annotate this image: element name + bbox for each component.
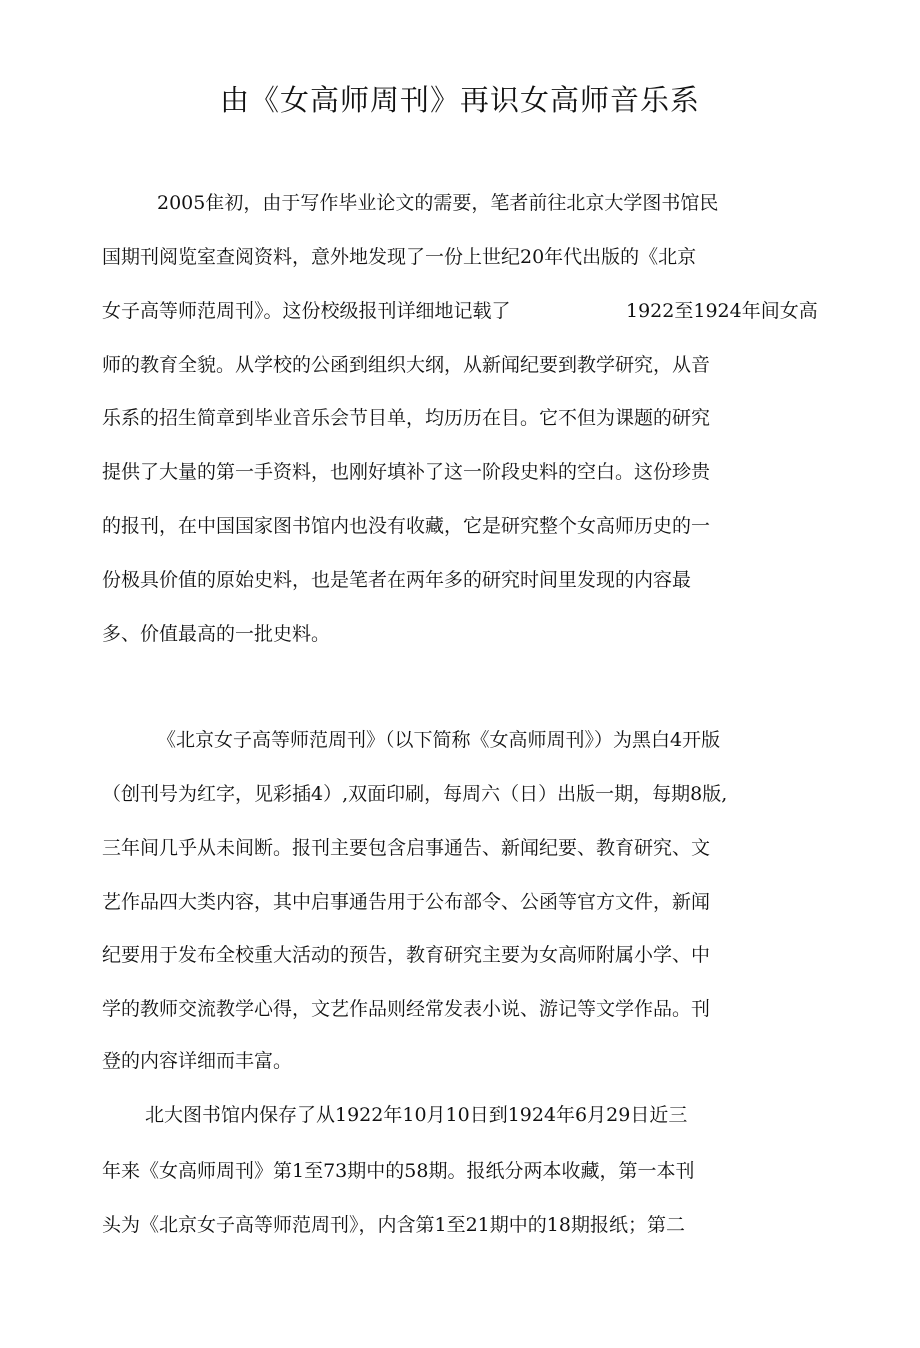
paragraph1-line-7: 的报刊，在中国国家图书馆内也没有收藏，它是研究整个女高师历史的一 xyxy=(102,515,711,537)
paragraph1-line-8: 份极具价值的原始史料，也是笔者在两年多的研究时间里发现的内容最 xyxy=(102,569,692,591)
paragraph1-line-6: 提供了大量的第一手资料，也刚好填补了这一阶段史料的空白。这份珍贵 xyxy=(102,461,711,483)
paragraph3-line-2: 年来《女高师周刊》第1至73期中的58期。报纸分两本收藏，第一本刊 xyxy=(102,1160,695,1182)
document-title: 由《女高师周刊》再识女高师音乐系 xyxy=(219,83,700,117)
paragraph2-line-5: 纪要用于发布全校重大活动的预告，教育研究主要为女高师附属小学、中 xyxy=(102,944,711,966)
paragraph1-line-9: 多、价值最高的一批史料。 xyxy=(102,623,331,645)
paragraph1-line-1: 2005隹初，由于写作毕业论文的需要，笔者前往北京大学图书馆民 xyxy=(157,192,719,214)
paragraph1-line-4: 师的教育全貌。从学校的公函到组织大纲，从新闻纪要到教学研究，从音 xyxy=(102,354,711,376)
paragraph3-line-1: 北大图书馆内保存了从1922年10月10日到1924年6月29日近三 xyxy=(145,1104,688,1126)
paragraph1-line-2: 国期刊阅览室查阅资料，意外地发现了一份上世纪20年代出版的《北京 xyxy=(102,246,697,268)
paragraph1-line-3a: 女子高等师范周刊》。这份校级报刊详细地记载了 xyxy=(102,300,511,322)
paragraph2-line-4: 艺作品四大类内容，其中启事通告用于公布部令、公函等官方文件，新闻 xyxy=(102,891,711,913)
paragraph2-line-2: （创刊号为红字，见彩插4）,双面印刷，每周六（日）出版一期，每期8版, xyxy=(102,783,728,805)
paragraph1-line-5: 乐系的招生简章到毕业音乐会节目单，均历历在目。它不但为课题的研究 xyxy=(102,407,711,429)
paragraph2-line-6: 学的教师交流教学心得，文艺作品则经常发表小说、游记等文学作品。刊 xyxy=(102,998,711,1020)
paragraph2-line-3: 三年间几乎从未间断。报刊主要包含启事通告、新闻纪要、教育研究、文 xyxy=(102,837,711,859)
paragraph3-line-3: 头为《北京女子高等师范周刊》，内含第1至21期中的18期报纸；第二 xyxy=(102,1214,685,1236)
paragraph1-line-3b: 1922至1924年间女高 xyxy=(626,300,818,322)
paragraph2-line-7: 登的内容详细而丰富。 xyxy=(102,1050,293,1072)
paragraph2-line-1: 《北京女子高等师范周刊》（以下简称《女高师周刊》）为黑白4开版 xyxy=(157,729,721,751)
